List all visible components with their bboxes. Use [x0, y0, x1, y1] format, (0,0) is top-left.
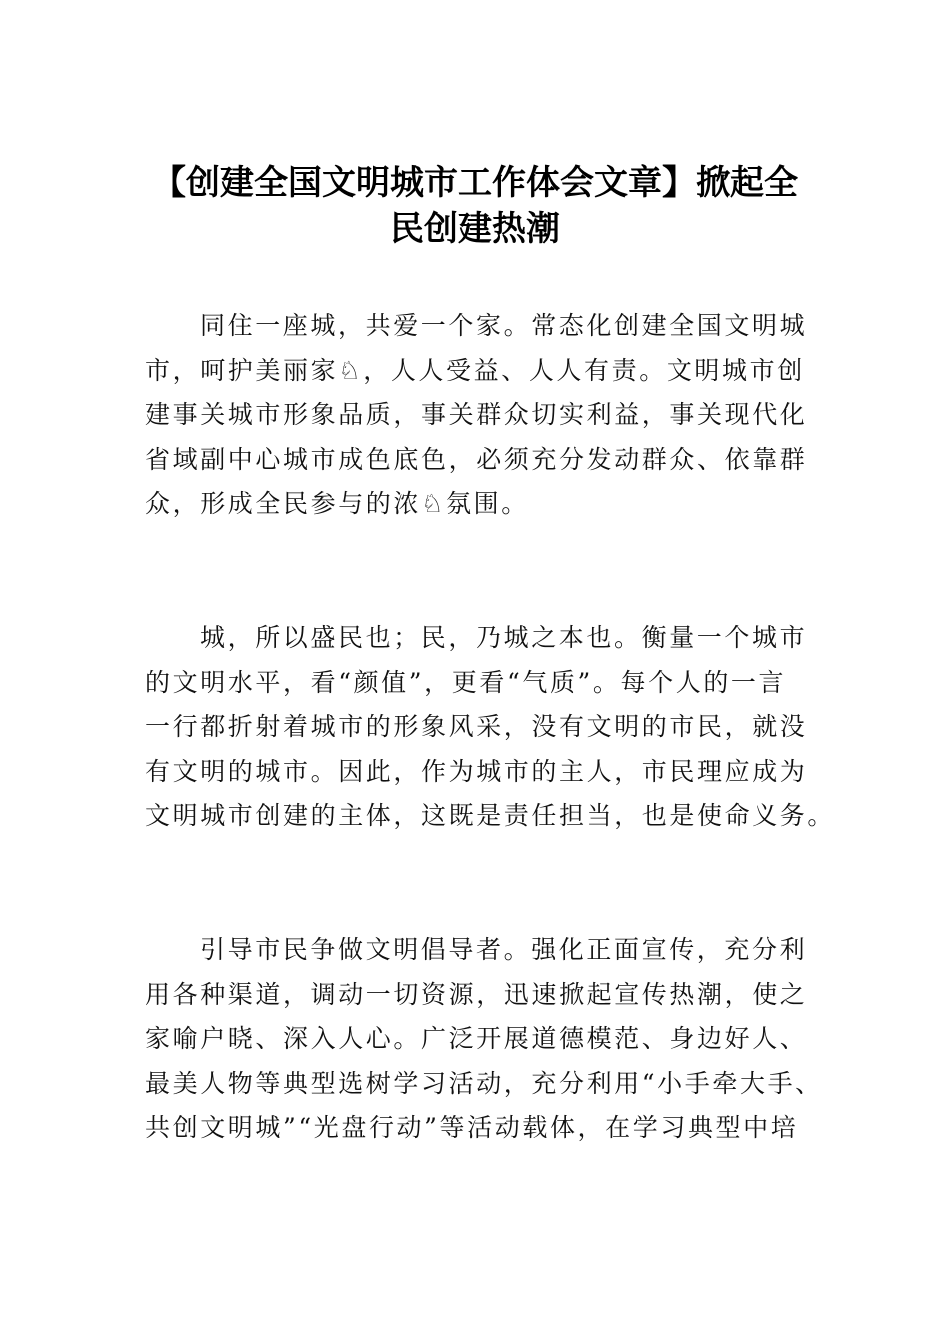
paragraph-line: 文明城市创建的主体，这既是责任担当，也是使命义务。: [145, 801, 836, 831]
paragraph-line: 有文明的城市。因此，作为城市的主人，市民理应成为: [145, 756, 808, 786]
paragraph-line: 的文明水平，看“颜值”，更看“气质”。每个人的一言: [145, 667, 787, 697]
paragraph-line: 省域副中心城市成色底色，必须充分发动群众、依靠群: [145, 444, 808, 474]
title-line: 【创建全国文明城市工作体会文章】掀起全: [152, 163, 798, 203]
paragraph-line: 引导市民争做文明倡导者。强化正面宣传，充分利: [200, 934, 808, 964]
paragraph-3: [145, 928, 823, 1151]
paragraph-line: 一行都折射着城市的形象风采，没有文明的市民，就没: [145, 712, 808, 742]
paragraph-line: 家喻户晓、深入人心。广泛开展道德模范、身边好人、: [145, 1024, 808, 1054]
document-title: [100, 160, 850, 252]
paragraph-line: 城，所以盛民也；民，乃城之本也。衡量一个城市: [200, 622, 808, 652]
document-body: [145, 304, 836, 1240]
paragraph-line: 最美人物等典型选树学习活动，充分利用“小手牵大手、: [145, 1068, 823, 1098]
paragraph-line: 众，形成全民参与的浓♘氛围。: [145, 489, 529, 519]
paragraph-2: [145, 616, 836, 839]
paragraph-line: 同住一座城，共爱一个家。常态化创建全国文明城: [200, 311, 808, 340]
paragraph-line: 市，呵护美丽家♘，人人受益、人人有责。文明城市创: [145, 355, 805, 385]
paragraph-line: 用各种渠道，调动一切资源，迅速掀起宣传热潮，使之: [145, 979, 808, 1009]
paragraph-line: 共创文明城”“光盘行动”等活动载体，在学习典型中培: [145, 1113, 799, 1143]
title-line: 民创建热潮: [390, 209, 560, 249]
paragraph-line: 建事关城市形象品质，事关群众切实利益，事关现代化: [145, 400, 808, 430]
paragraph-1: [145, 304, 815, 527]
